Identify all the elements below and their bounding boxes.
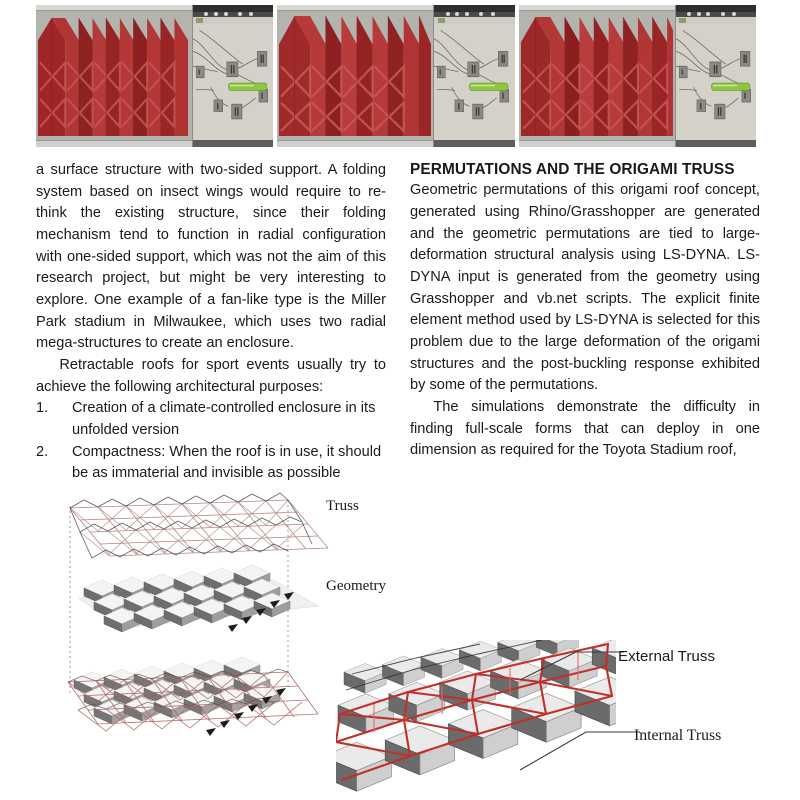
callout-label-external-truss: External Truss: [618, 648, 716, 665]
architectural-purposes-list: [36, 398, 386, 485]
origami-roof-render: [36, 10, 192, 141]
screenshot-panel: [277, 5, 514, 147]
right-paragraph-2: The simulations demonstrate the difficulty in finding full-scale forms that can deploy in one dimension as required for the Toyota Stadium roof,: [410, 398, 760, 459]
grasshopper-editor-pane: [434, 5, 514, 147]
grasshopper-statusbar: [193, 140, 273, 147]
rhino-statusbar: [277, 140, 433, 147]
grasshopper-editor-pane: [193, 5, 273, 147]
list-item-text: Creation of a climate-controlled enclosure in its unfolded version: [72, 400, 376, 438]
right-text-column: [410, 160, 760, 470]
grasshopper-editor-pane: [676, 5, 756, 147]
right-paragraph-1: Geometric permutations of this origami roof concept, generated using Rhino/Grasshopper are generated and the geometric permutations are tied to large-deformation structural analysis using LS-DYNA. LS-DYNA input is generated from the geometry using Grasshopper and vb.net scripts. The explicit finite element method used by LS-DYNA is selected for this problem due to the large deformation of the origami structures and the post-buckling response exhibited by some of the permutations.: [410, 182, 760, 394]
list-item-number: 2.: [36, 443, 49, 460]
body-text-columns: [36, 160, 760, 482]
combined-layer: [68, 657, 318, 736]
grasshopper-titlebar: [193, 5, 273, 12]
grasshopper-node-canvas: [676, 24, 756, 140]
truss-layer: [70, 493, 328, 558]
list-item-number: 1.: [36, 400, 49, 417]
rhino-render-pane: [36, 5, 193, 147]
diagram-label-truss: Truss: [326, 498, 359, 514]
section-heading: PERMUTATIONS AND THE ORIGAMI TRUSS: [410, 161, 735, 178]
origami-roof-render: [277, 10, 433, 141]
rhino-statusbar: [36, 140, 192, 147]
list-item-text: Compactness: When the roof is in use, it should be as immaterial and invisible as possible: [72, 443, 382, 482]
screenshot-panel: [36, 5, 273, 147]
left-paragraph-1: a surface structure with two-sided support. A folding system based on insect wings would require to re-think the existing structure, since their folding mechanism tend to function in radial configuration with one-sided support, which was not the aim of this research project, but might be very interesting to explore. One example of a fan-like type is the Miller Park stadium in Milwaukee, which uses two radial mega-structures to create an enclosure.: [36, 162, 386, 352]
grasshopper-titlebar: [434, 5, 514, 12]
origami-roof-render: [519, 10, 675, 141]
figure-screenshot-strip: [36, 5, 756, 147]
grasshopper-statusbar: [434, 140, 514, 147]
grasshopper-node-canvas: [434, 24, 514, 140]
grasshopper-statusbar: [676, 140, 756, 147]
rhino-titlebar: [36, 5, 192, 11]
list-item: [36, 398, 386, 441]
diagram-label-geometry: Geometry: [326, 578, 386, 594]
geometry-layer: [78, 565, 318, 632]
rhino-render-pane: [519, 5, 676, 147]
left-text-column: [36, 160, 386, 482]
rhino-statusbar: [519, 140, 675, 147]
left-paragraph-2: Retractable roofs for sport events usually try to achieve the following architectural purposes:: [36, 356, 386, 395]
callout-label-internal-truss: Internal Truss: [634, 727, 722, 744]
origami-truss-closeup: [336, 640, 616, 800]
rhino-titlebar: [277, 5, 433, 11]
rhino-render-pane: [277, 5, 434, 147]
screenshot-panel: [519, 5, 756, 147]
rhino-titlebar: [519, 5, 675, 11]
grasshopper-node-canvas: [193, 24, 273, 140]
grasshopper-titlebar: [676, 5, 756, 12]
